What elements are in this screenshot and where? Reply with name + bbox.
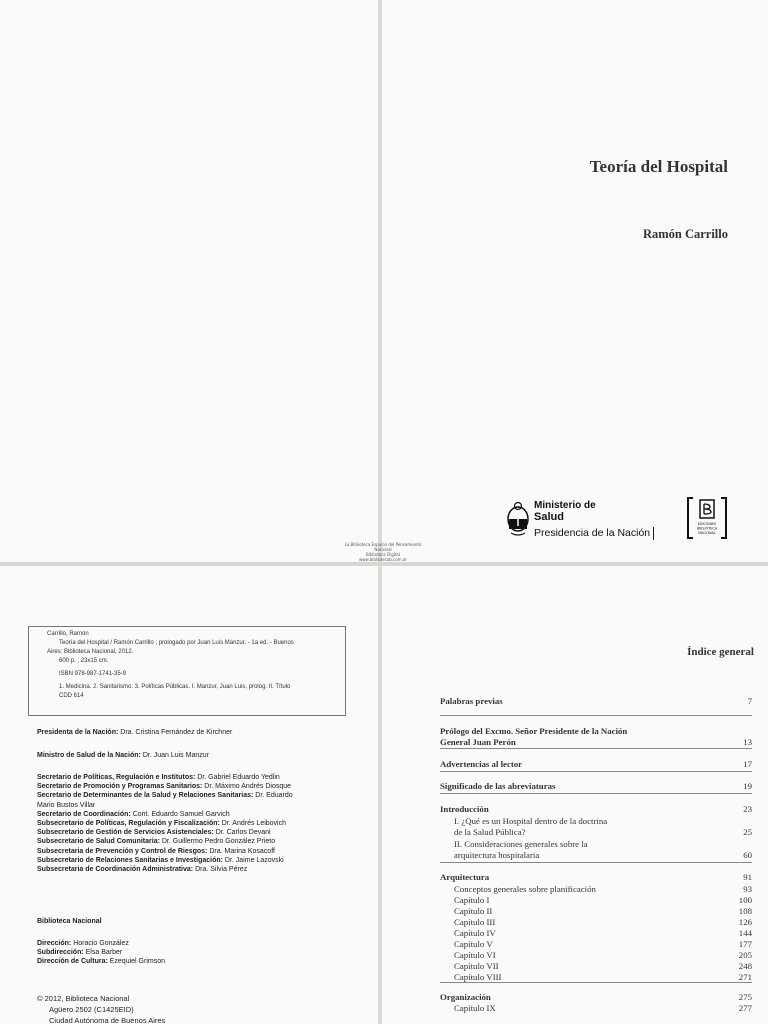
official-row <box>37 828 293 837</box>
credit-role: Secretario de Políticas, Regulación e Institutos: <box>37 774 196 781</box>
catalog-line: Teoría del Hospital / Ramón Carrillo ; prologado por Juan Luis Manzur. - 1a ed. - Buenos <box>59 640 294 646</box>
credit-role: Ministro de Salud de la Nación: <box>37 752 141 759</box>
stamp-line: www.bibliotecab.com.ar <box>359 557 407 562</box>
official-row <box>37 837 293 846</box>
toc-page-number: 60 <box>743 850 752 860</box>
toc-entry-title: Capítulo VII <box>454 961 499 971</box>
toc-page-number: 205 <box>738 950 752 960</box>
svg-text:EDICIONES: EDICIONES <box>697 522 717 526</box>
toc-page-number: 277 <box>738 1003 752 1013</box>
credit-person: Dra. Silvia Pérez <box>195 866 248 874</box>
toc-entry[interactable] <box>440 928 752 939</box>
toc-entry[interactable] <box>440 972 752 983</box>
toc-entry-title: Capítulo V <box>454 939 493 949</box>
biblioteca-nacional-logo-icon <box>685 496 729 540</box>
toc-entry[interactable] <box>440 884 752 895</box>
toc-entry-title: II. Consideraciones generales sobre la <box>454 839 588 849</box>
toc-page-number: 7 <box>747 696 752 706</box>
toc-page-number: 126 <box>738 917 752 927</box>
toc-page-number: 275 <box>738 992 752 1002</box>
credit-person: Dr. Andrés Leibovich <box>221 820 286 828</box>
catalog-line: Carrillo, Ramón <box>47 631 89 637</box>
copyright-line: © 2012, Biblioteca Nacional <box>37 994 130 1003</box>
official-row <box>37 865 293 874</box>
toc-entry[interactable] <box>440 816 752 837</box>
blank-page <box>0 0 378 562</box>
credit-role: Subsecretario de Salud Comunitaria: <box>37 838 160 846</box>
book-title: Teoría del Hospital <box>589 157 728 176</box>
staff-row <box>37 948 165 957</box>
credit-person: Horacio González <box>73 940 129 947</box>
toc-entry[interactable] <box>440 781 752 792</box>
library-heading <box>37 917 102 926</box>
toc-entry-title: Capítulo I <box>454 895 490 905</box>
credit-role: Secretario de Promoción y Programas Sanitarios: <box>37 783 203 791</box>
toc-entry-title: Introducción <box>440 804 489 814</box>
credit-person: Dr. Juan Luis Manzur <box>142 752 209 759</box>
toc-page-number: 25 <box>743 827 752 837</box>
president-credit <box>37 728 232 737</box>
credits-page <box>0 566 378 1024</box>
credit-role: Subsecretaria de Coordinación Administrativa: <box>37 866 194 874</box>
toc-entry-title: Capítulo VI <box>454 950 496 960</box>
credit-person: Dr. Jaime Lazovski <box>224 856 284 864</box>
toc-page-number: 23 <box>743 804 752 814</box>
toc-entry-title: Capítulo III <box>454 917 496 927</box>
credit-role: Secretario de Determinantes de la Salud y Relaciones Sanitarias: <box>37 792 254 800</box>
toc-page-number: 144 <box>738 928 752 938</box>
toc-divider <box>440 771 752 772</box>
credit-role: Secretario de Coordinación: <box>37 810 131 818</box>
toc-divider <box>440 862 752 863</box>
credit-person: Dr. Máximo Andrés Diosque <box>204 783 292 791</box>
ministry-line2: Salud <box>534 511 564 523</box>
credit-role: Dirección de Cultura: <box>37 958 108 966</box>
staff-row <box>37 957 165 966</box>
credit-person: Elsa Barber <box>85 949 123 957</box>
toc-entry-title: arquitectura hospitalaria <box>454 850 540 860</box>
toc-entry-title: Organización <box>440 992 491 1002</box>
catalog-line: ISBN 978-987-1741-35-9 <box>59 671 127 677</box>
credit-role: Subsecretario de Políticas, Regulación y Fiscalización: <box>37 820 220 828</box>
official-row <box>37 782 293 791</box>
library-staff <box>37 939 165 967</box>
argentina-seal-icon <box>506 500 530 536</box>
toc-page-number: 13 <box>743 737 752 747</box>
staff-row <box>37 939 165 948</box>
toc-page-number: 271 <box>738 972 752 982</box>
toc-divider <box>440 793 752 794</box>
toc-heading: Índice general <box>687 646 754 658</box>
toc-entry[interactable] <box>440 939 752 950</box>
toc-entry[interactable] <box>440 992 752 1003</box>
official-row <box>37 801 293 810</box>
copyright-line: Ciudad Autónoma de Buenos Aires <box>49 1016 166 1024</box>
toc-entry-title: Prólogo del Excmo. Señor Presidente de la Nación <box>440 726 628 736</box>
ministry-logo <box>506 498 666 542</box>
toc-entry-title: Capítulo II <box>454 906 493 916</box>
credit-role: Subdirección: <box>37 949 84 957</box>
toc-entry[interactable] <box>440 1003 752 1014</box>
library-stamp <box>338 542 428 562</box>
toc-entry-title: Advertencias al lector <box>440 759 523 769</box>
official-row <box>37 856 293 865</box>
toc-entry-title: Significado de las abreviaturas <box>440 781 556 791</box>
official-row <box>37 810 293 819</box>
toc-page-number: 19 <box>743 781 752 791</box>
copyright-block <box>37 993 165 1024</box>
library-name: Biblioteca Nacional <box>37 918 102 925</box>
toc-entry[interactable] <box>440 872 752 883</box>
toc-entry[interactable] <box>440 759 752 770</box>
credit-person: Dr. Carlos Devani <box>215 829 271 837</box>
toc-entry-title: Capítulo IX <box>454 1003 496 1013</box>
toc-page-number: 177 <box>738 939 752 949</box>
minister-credit <box>37 751 209 760</box>
svg-text:BIBLIOTECA: BIBLIOTECA <box>696 526 718 531</box>
credit-person: Dra. Marina Kosacoff <box>209 847 275 855</box>
toc-entry[interactable] <box>440 906 752 917</box>
toc-entry[interactable] <box>440 804 752 815</box>
toc-entry-title: de la Salud Pública? <box>454 827 526 837</box>
toc-page <box>382 566 768 1024</box>
toc-entry-title: Arquitectura <box>440 872 490 882</box>
toc-divider <box>440 715 752 716</box>
toc-entry[interactable] <box>440 726 752 747</box>
toc-entry[interactable] <box>440 895 752 906</box>
copyright-line: Agüero 2502 (C1425EID) <box>49 1005 134 1014</box>
credit-person: Dr. Guillermo Pedro González Prieto <box>161 838 276 846</box>
credit-role: Subsecretario de Relaciones Sanitarias e Investigación: <box>37 856 223 864</box>
toc-entry[interactable] <box>440 917 752 928</box>
credit-person: Dr. Gabriel Eduardo Yedlin <box>197 774 280 781</box>
official-row <box>37 791 293 800</box>
credit-person: Mario Bustos Villar <box>37 801 96 809</box>
official-row <box>37 773 293 782</box>
toc-entry-title: Palabras previas <box>440 696 503 706</box>
toc-page-number: 91 <box>743 872 752 882</box>
credit-person: Cont. Eduardo Samuel Garvich <box>132 810 230 818</box>
toc-divider <box>440 748 752 749</box>
credit-person: Dr. Eduardo <box>255 792 293 800</box>
credit-role: Presidenta de la Nación: <box>37 729 119 736</box>
ministry-line3: Presidencia de la Nación <box>534 527 654 540</box>
toc-entry[interactable] <box>440 961 752 972</box>
book-author: Ramón Carrillo <box>642 227 728 241</box>
catalog-line: CDD 614 <box>59 693 84 699</box>
toc-entry-title: General Juan Perón <box>440 737 516 747</box>
toc-entry[interactable] <box>440 696 752 707</box>
catalog-line: Aires: Biblioteca Nacional, 2012. <box>47 649 134 655</box>
toc-page-number: 248 <box>738 961 752 971</box>
toc-page-number: 100 <box>738 895 752 905</box>
credit-person: Dra. Cristina Fernández de Kirchner <box>120 729 233 736</box>
toc-entry-title: Capítulo IV <box>454 928 496 938</box>
credit-role: Subsecretaria de Prevención y Control de Riesgos: <box>37 847 208 855</box>
title-page <box>382 0 768 562</box>
toc-entry-title: Capítulo VIII <box>454 972 502 982</box>
toc-page-number: 17 <box>743 759 752 769</box>
ministry-line1: Ministerio de <box>534 500 596 511</box>
toc-entry-title: Conceptos generales sobre planificación <box>454 884 596 894</box>
stamp-line: La Biblioteca Espacio del Pensamiento Nacional <box>344 542 422 552</box>
svg-text:NACIONAL: NACIONAL <box>698 531 716 535</box>
toc-page-number: 108 <box>738 906 752 916</box>
toc-entry[interactable] <box>440 950 752 961</box>
credit-role: Subsecretario de Gestión de Servicios Asistenciales: <box>37 829 214 837</box>
credit-role: Dirección: <box>37 940 72 947</box>
toc-entry[interactable] <box>440 839 752 860</box>
stamp-line: Biblioteca Digital <box>366 552 400 557</box>
official-row <box>37 847 293 856</box>
catalog-line: 600 p. ; 23x15 cm. <box>59 658 109 664</box>
officials-list <box>37 773 293 874</box>
credit-person: Ezequiel Grimson <box>109 958 165 966</box>
official-row <box>37 819 293 828</box>
toc-page-number: 93 <box>743 884 752 894</box>
toc-entry-title: I. ¿Qué es un Hospital dentro de la doctrina <box>454 816 608 826</box>
catalog-record <box>28 626 346 716</box>
catalog-line: 1. Medicina. 2. Sanitarismo. 3. Políticas Públicas. I. Manzur, Juan Luis, prolog. II. Título <box>59 684 291 690</box>
